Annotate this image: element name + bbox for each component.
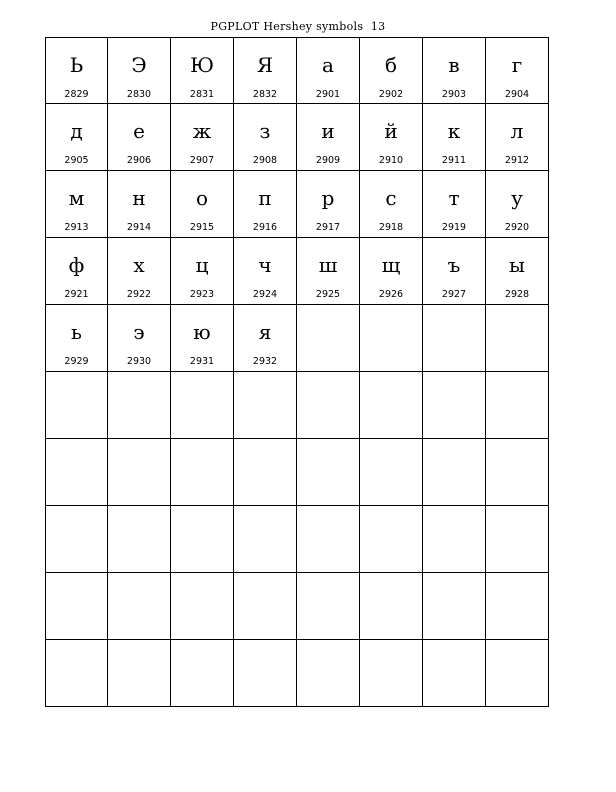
symbol-glyph: к (447, 119, 461, 143)
symbol-code: 2916 (252, 222, 278, 233)
empty-cell (360, 640, 423, 707)
empty-cell (423, 573, 486, 640)
symbol-cell (423, 238, 486, 305)
symbol-cell (171, 171, 234, 238)
empty-cell (423, 506, 486, 573)
symbol-cell (45, 37, 108, 104)
symbol-code: 2905 (64, 155, 89, 166)
symbol-code: 2929 (64, 356, 89, 367)
symbol-code: 2906 (126, 155, 152, 166)
symbol-cell (234, 104, 297, 171)
empty-cell (360, 506, 423, 573)
empty-cell (486, 640, 549, 707)
empty-cell (297, 372, 360, 439)
symbol-glyph: я (258, 320, 272, 344)
empty-cell (108, 573, 171, 640)
symbol-cell (171, 305, 234, 372)
symbol-code: 2924 (252, 289, 278, 300)
empty-cell (171, 372, 234, 439)
empty-cell (486, 439, 549, 506)
symbol-code: 2921 (64, 289, 89, 300)
empty-cell (234, 372, 297, 439)
symbol-code: 2930 (126, 356, 152, 367)
symbol-glyph: б (384, 53, 398, 77)
symbol-glyph: Э (131, 53, 147, 77)
symbol-cell (297, 37, 360, 104)
symbol-cell (360, 238, 423, 305)
symbol-cell (360, 171, 423, 238)
symbol-glyph: х (133, 253, 145, 277)
symbol-glyph: ч (258, 253, 272, 277)
symbol-cell (423, 104, 486, 171)
symbol-glyph: м (68, 186, 85, 210)
symbol-cell (108, 171, 171, 238)
symbol-glyph: р (321, 186, 335, 210)
empty-cell (360, 305, 423, 372)
empty-cell (360, 573, 423, 640)
symbol-glyph: п (258, 186, 272, 210)
symbol-glyph: с (385, 186, 397, 210)
symbol-cell (45, 171, 108, 238)
symbol-glyph: е (133, 119, 145, 143)
symbol-grid (45, 37, 549, 707)
symbol-code: 2901 (315, 89, 341, 100)
symbol-glyph: г (511, 53, 523, 77)
symbol-code: 2915 (189, 222, 215, 233)
empty-cell (423, 640, 486, 707)
symbol-glyph: ы (509, 253, 525, 277)
symbol-code: 2830 (126, 89, 152, 100)
empty-cell (234, 506, 297, 573)
symbol-cell (234, 37, 297, 104)
symbol-glyph: ш (318, 253, 338, 277)
empty-cell (108, 506, 171, 573)
symbol-glyph: ь (71, 320, 82, 344)
symbol-cell (486, 171, 549, 238)
empty-cell (486, 573, 549, 640)
symbol-code: 2903 (441, 89, 467, 100)
symbol-code: 2925 (315, 289, 341, 300)
symbol-glyph: о (195, 186, 209, 210)
symbol-code: 2923 (189, 289, 215, 300)
symbol-glyph: у (511, 186, 523, 210)
empty-cell (108, 372, 171, 439)
symbol-cell (45, 305, 108, 372)
empty-cell (423, 372, 486, 439)
symbol-cell (486, 238, 549, 305)
empty-cell (360, 372, 423, 439)
symbol-code: 2919 (441, 222, 467, 233)
symbol-glyph: н (132, 186, 146, 210)
empty-cell (297, 305, 360, 372)
symbol-code: 2917 (315, 222, 341, 233)
symbol-glyph: а (322, 53, 334, 77)
empty-cell (45, 506, 108, 573)
empty-cell (486, 506, 549, 573)
empty-cell (45, 640, 108, 707)
symbol-code: 2932 (252, 356, 278, 367)
symbol-code: 2832 (252, 89, 278, 100)
symbol-code: 2910 (378, 155, 404, 166)
symbol-cell (171, 238, 234, 305)
symbol-glyph: ъ (447, 253, 461, 277)
symbol-code: 2928 (504, 289, 530, 300)
symbol-glyph: и (321, 119, 335, 143)
symbol-code: 2926 (378, 289, 404, 300)
symbol-glyph: з (259, 119, 271, 143)
symbol-glyph: д (70, 119, 83, 143)
symbol-cell (234, 171, 297, 238)
symbol-cell (234, 238, 297, 305)
empty-cell (297, 640, 360, 707)
symbol-glyph: э (133, 320, 145, 344)
empty-cell (171, 573, 234, 640)
symbol-code: 2911 (441, 155, 467, 166)
symbol-glyph: Ю (190, 53, 214, 77)
empty-cell (234, 640, 297, 707)
empty-cell (486, 372, 549, 439)
symbol-cell (360, 37, 423, 104)
symbol-code: 2918 (378, 222, 404, 233)
symbol-glyph: Ь (69, 53, 84, 77)
symbol-glyph: т (448, 186, 460, 210)
empty-cell (171, 439, 234, 506)
empty-cell (297, 506, 360, 573)
empty-cell (45, 573, 108, 640)
symbol-cell (45, 104, 108, 171)
symbol-code: 2912 (504, 155, 530, 166)
symbol-code: 2902 (378, 89, 404, 100)
symbol-code: 2831 (189, 89, 215, 100)
symbol-cell (297, 104, 360, 171)
empty-cell (234, 439, 297, 506)
symbol-glyph: ж (192, 119, 212, 143)
symbol-code: 2931 (189, 356, 215, 367)
symbol-glyph: Я (256, 53, 274, 77)
empty-cell (423, 439, 486, 506)
symbol-glyph: в (448, 53, 460, 77)
symbol-cell (486, 37, 549, 104)
empty-cell (297, 439, 360, 506)
symbol-glyph: й (384, 119, 398, 143)
symbol-code: 2927 (441, 289, 467, 300)
empty-cell (171, 640, 234, 707)
empty-cell (423, 305, 486, 372)
symbol-glyph: щ (381, 253, 401, 277)
symbol-cell (486, 104, 549, 171)
symbol-code: 2920 (504, 222, 530, 233)
page-title: PGPLOT Hershey symbols 13 (210, 20, 386, 33)
symbol-cell (234, 305, 297, 372)
symbol-code: 2913 (64, 222, 89, 233)
symbol-cell (171, 37, 234, 104)
symbol-cell (423, 171, 486, 238)
empty-cell (108, 439, 171, 506)
symbol-code: 2904 (504, 89, 530, 100)
symbol-glyph: ф (68, 253, 85, 277)
empty-cell (360, 439, 423, 506)
empty-cell (297, 573, 360, 640)
symbol-glyph: ц (195, 253, 209, 277)
symbol-cell (108, 305, 171, 372)
symbol-code: 2922 (126, 289, 152, 300)
symbol-cell (108, 37, 171, 104)
symbol-cell (108, 238, 171, 305)
symbol-cell (297, 238, 360, 305)
symbol-code: 2914 (126, 222, 152, 233)
symbol-code: 2909 (315, 155, 341, 166)
symbol-code: 2829 (64, 89, 89, 100)
empty-cell (108, 640, 171, 707)
empty-cell (45, 439, 108, 506)
symbol-cell (297, 171, 360, 238)
empty-cell (234, 573, 297, 640)
symbol-cell (108, 104, 171, 171)
symbol-cell (171, 104, 234, 171)
symbol-code: 2908 (252, 155, 278, 166)
symbol-glyph: л (510, 119, 524, 143)
symbol-cell (360, 104, 423, 171)
empty-cell (171, 506, 234, 573)
symbol-cell (423, 37, 486, 104)
symbol-cell (45, 238, 108, 305)
symbol-glyph: ю (193, 320, 211, 344)
empty-cell (45, 372, 108, 439)
empty-cell (486, 305, 549, 372)
symbol-code: 2907 (189, 155, 215, 166)
